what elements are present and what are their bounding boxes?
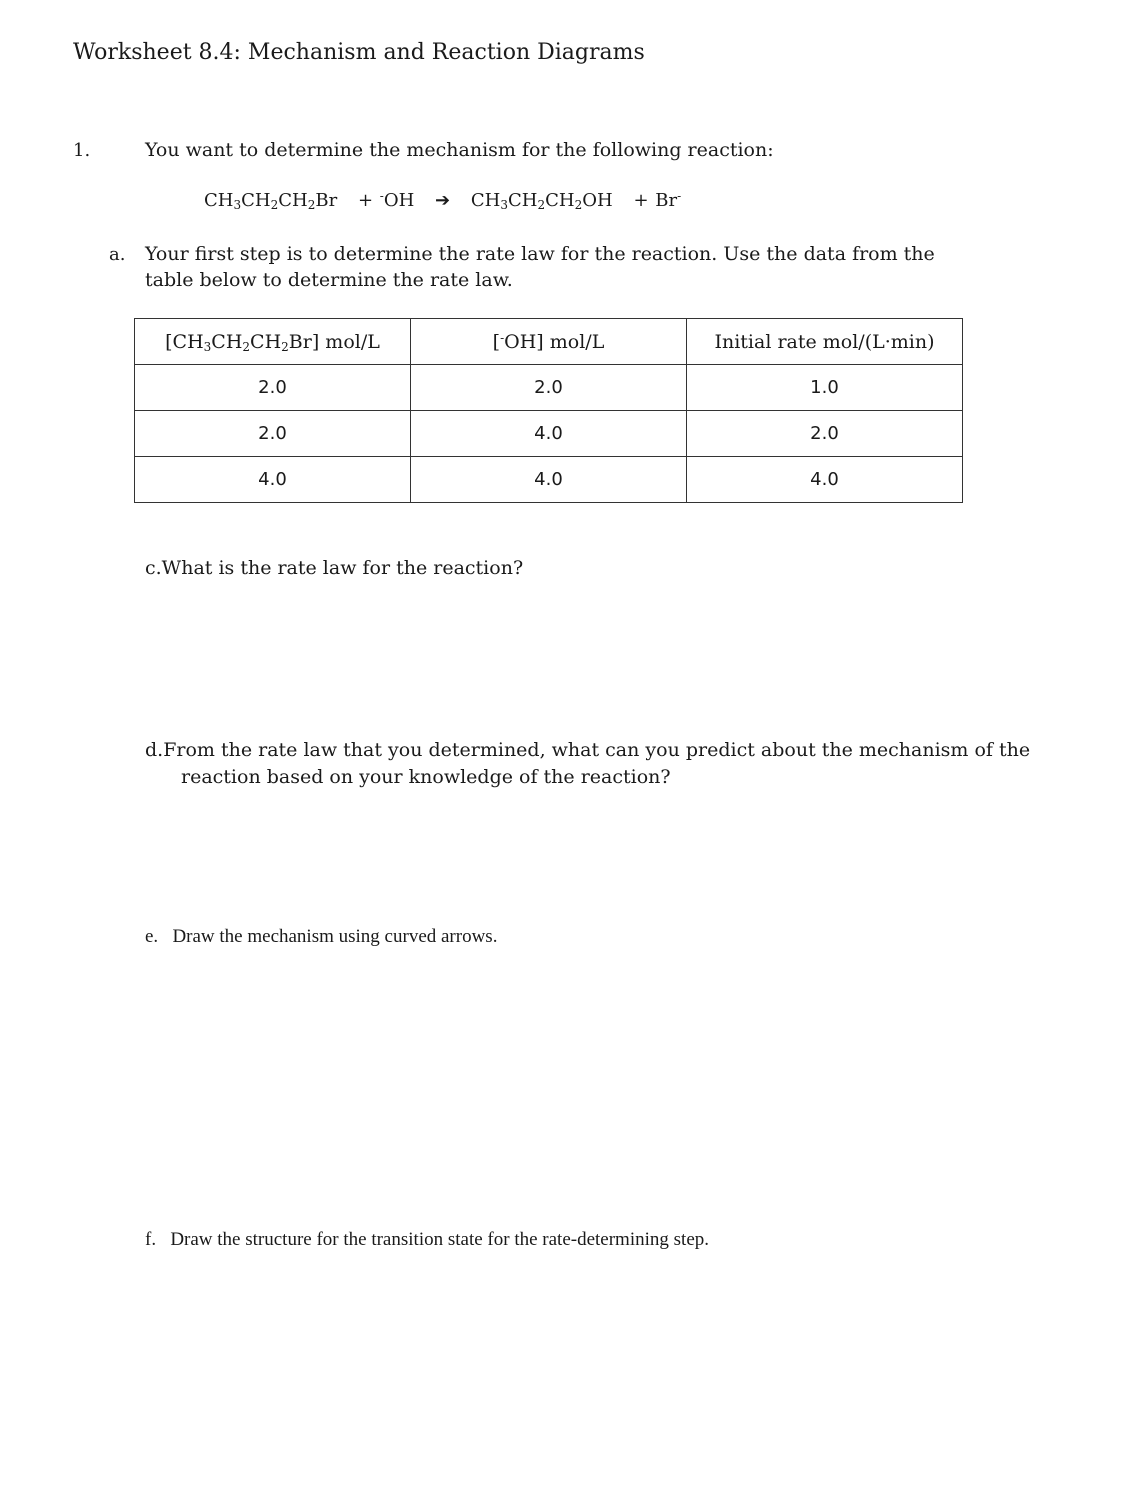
table-cell: 2.0 xyxy=(411,365,687,411)
table-header-row xyxy=(135,319,963,365)
table-row xyxy=(135,411,963,457)
part-a-text: Your first step is to determine the rate law for the reaction. Use the data from the table below to determine the rate law. xyxy=(145,243,935,291)
header-hydroxide-concentration: [-OH] mol/L xyxy=(411,319,687,365)
part-f-question xyxy=(145,1229,709,1251)
part-d-line-2: reaction based on your knowledge of the reaction? xyxy=(181,766,671,788)
part-d-question xyxy=(145,737,1030,791)
table-row xyxy=(135,365,963,411)
part-f-label: f. xyxy=(145,1229,157,1250)
table-cell: 1.0 xyxy=(687,365,963,411)
table-cell: 4.0 xyxy=(135,457,411,503)
part-c-question: c.What is the rate law for the reaction? xyxy=(145,557,524,579)
question-prompt: You want to determine the mechanism for the following reaction: xyxy=(145,139,774,161)
part-f-text: Draw the structure for the transition state for the rate-determining step. xyxy=(170,1229,709,1250)
part-a-label: a. xyxy=(109,244,126,265)
part-d-line-1: d.From the rate law that you determined, what can you predict about the mechanism of the xyxy=(145,739,1031,761)
table-cell: 2.0 xyxy=(687,411,963,457)
plus-sign-2: + xyxy=(633,190,649,211)
reaction-equation xyxy=(204,190,681,211)
reactant-2: -OH xyxy=(379,189,415,211)
table-cell: 2.0 xyxy=(135,365,411,411)
table-cell: 4.0 xyxy=(687,457,963,503)
question-number: 1. xyxy=(73,140,91,161)
reactant-1: $CH_3CH_2CH_2Br$ xyxy=(204,190,338,212)
header-initial-rate: Initial rate mol/(L·min) xyxy=(687,319,963,365)
table-cell: 4.0 xyxy=(411,411,687,457)
part-e-text: Draw the mechanism using curved arrows. xyxy=(172,926,498,947)
product-1: $CH_3CH_2CH_2OH$ xyxy=(470,190,613,212)
worksheet-title: Worksheet 8.4: Mechanism and Reaction Diagrams xyxy=(73,40,645,65)
plus-sign: + xyxy=(357,190,374,211)
table-cell: 4.0 xyxy=(411,457,687,503)
header-bromide-concentration: $[CH_3CH_2CH_2Br]$ mol/L xyxy=(135,319,411,365)
table-cell: 2.0 xyxy=(135,411,411,457)
reaction-arrow-icon: ➔ xyxy=(435,190,451,211)
rate-data-table xyxy=(134,318,963,503)
table-row xyxy=(135,457,963,503)
part-e-label: e. xyxy=(145,926,159,947)
product-2: Br- xyxy=(655,189,682,211)
part-e-question xyxy=(145,926,497,948)
